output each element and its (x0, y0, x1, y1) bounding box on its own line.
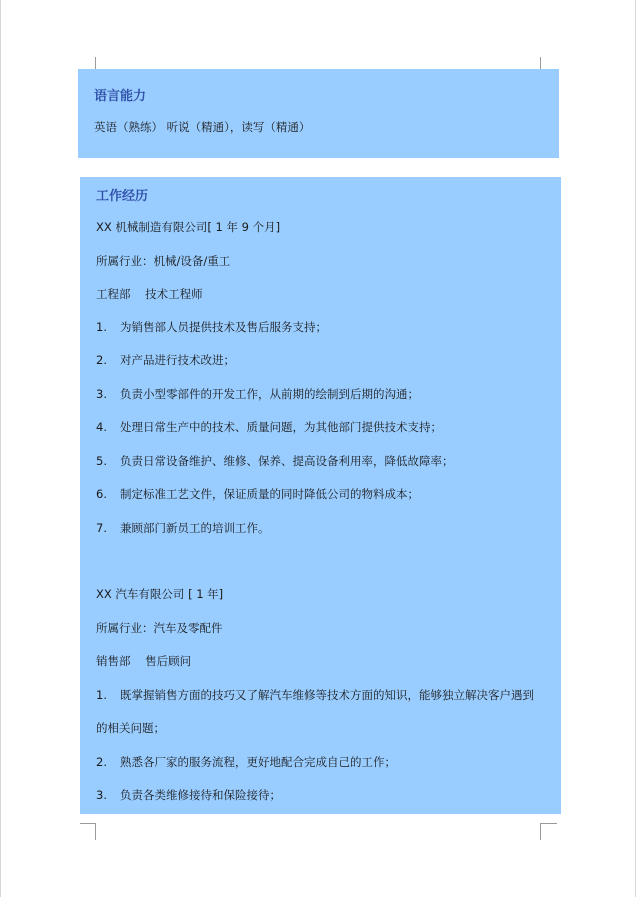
work-heading: 工作经历 (96, 189, 149, 204)
language-heading: 语言能力 (94, 89, 147, 104)
list-text: 兼顾部门新员工的培训工作。 (120, 521, 270, 535)
job2-company: XX 汽车有限公司 [ 1 年] (96, 587, 224, 601)
list-text: 对产品进行技术改进； (120, 353, 235, 367)
language-text: 英语（熟练） 听说（精通），读写（精通） (94, 120, 311, 134)
list-number: 4. (96, 420, 107, 434)
list-text: 负责各类维修接待和保险接待； (120, 788, 281, 802)
list-number: 2. (96, 755, 107, 769)
work-experience-section (80, 177, 561, 814)
job1-duty-item (96, 486, 419, 502)
list-number: 2. (96, 353, 107, 367)
list-text: 既掌握销售方面的技巧又了解汽车维修等技术方面的知识，能够独立解决客户遇到 (120, 688, 534, 702)
job2-industry: 所属行业：汽车及零配件 (96, 621, 223, 635)
job1-duty-item (96, 419, 442, 435)
list-number: 3. (96, 788, 107, 802)
job2-position: 销售部 售后顾问 (96, 654, 192, 668)
job1-company: XX 机械制造有限公司[ 1 年 9 个月] (96, 220, 281, 234)
job1-duty-item (96, 319, 327, 335)
list-text: 负责日常设备维护、维修、保养、提高设备利用率，降低故障率； (120, 454, 454, 468)
crop-mark-top-right (540, 57, 541, 69)
list-number: 5. (96, 454, 107, 468)
list-number: 1. (96, 320, 107, 334)
list-text: 负责小型零部件的开发工作，从前期的绘制到后期的沟通； (120, 387, 419, 401)
job2-duty-item (96, 687, 534, 703)
list-number: 6. (96, 487, 107, 501)
list-text: 处理日常生产中的技术、质量问题，为其他部门提供技术支持； (120, 420, 442, 434)
job1-duty-item (96, 520, 270, 536)
crop-mark-bottom-right-v (540, 823, 541, 840)
list-text: 为销售部人员提供技术及售后服务支持； (120, 320, 327, 334)
job1-duty-item (96, 453, 454, 469)
language-section (78, 69, 559, 158)
crop-mark-bottom-right-h (540, 823, 557, 824)
list-number: 3. (96, 387, 107, 401)
job2-duty-item (96, 787, 281, 803)
job1-duty-item (96, 386, 419, 402)
list-number: 1. (96, 688, 107, 702)
crop-mark-top-left (95, 57, 96, 69)
job1-position: 工程部 技术工程师 (96, 287, 203, 301)
list-text: 熟悉各厂家的服务流程，更好地配合完成自己的工作； (120, 755, 396, 769)
job1-duty-item (96, 352, 235, 368)
list-text: 制定标准工艺文件，保证质量的同时降低公司的物料成本； (120, 487, 419, 501)
crop-mark-bottom-left-v (95, 823, 96, 840)
list-number: 7. (96, 521, 107, 535)
job2-duty-continuation: 的相关问题； (96, 721, 165, 735)
crop-mark-bottom-left-h (80, 823, 95, 824)
job1-industry: 所属行业：机械/设备/重工 (96, 254, 231, 268)
job2-duty-item (96, 754, 396, 770)
page-edge-left (0, 0, 1, 897)
